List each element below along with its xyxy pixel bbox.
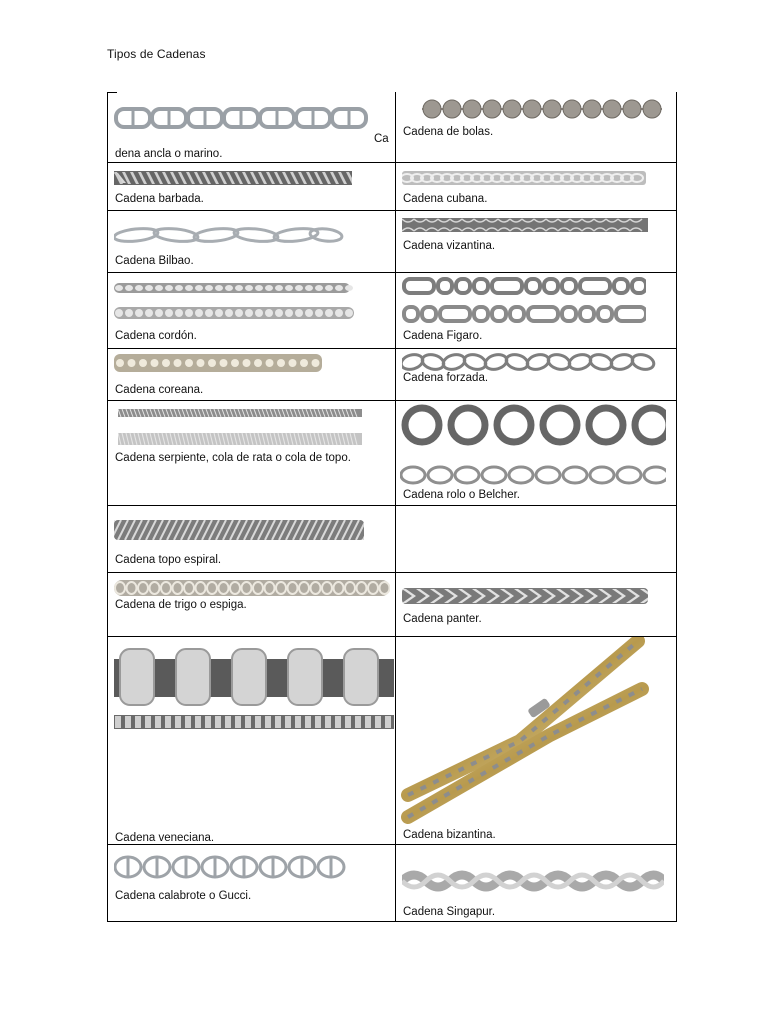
caption-ball: Cadena de bolas. [403,126,494,138]
caption-snake: Cadena serpiente, cola de rata o cola de topo. [115,452,351,464]
cuban-chain-image [402,169,646,187]
caption-forzada: Cadena forzada. [403,372,489,384]
cell-snake [108,401,395,505]
cell-wheat [108,573,395,636]
caption-anchor-a: Ca [374,133,389,145]
cell-rolo [396,401,676,505]
table-border-bottom [107,921,677,922]
cell-cuban [396,163,676,210]
caption-bilbao: Cadena Bilbao. [115,255,194,267]
panter-chain-image [402,585,648,607]
cell-empty [396,506,676,572]
chains-table [107,92,677,922]
caption-venetian: Cadena veneciana. [115,832,215,844]
cell-ball [396,93,676,162]
caption-wheat: Cadena de trigo o espiga. [115,599,247,611]
caption-anchor-b: dena ancla o marino. [115,148,223,160]
caption-byzantine-gold: Cadena bizantina. [403,829,496,841]
caption-curb: Cadena barbada. [115,193,204,205]
cell-byzantine-flat [396,211,676,272]
caption-byzantine-flat: Cadena vizantina. [403,240,496,252]
forzada-chain-image [402,351,656,373]
cell-byzantine-gold [396,637,676,844]
bilbao-chain-image [114,223,344,247]
snake-chain-image [118,407,362,455]
caption-singapore: Cadena Singapur. [403,906,496,918]
cell-gucci [108,845,395,921]
cell-forzada [396,349,676,400]
caption-panter: Cadena panter. [403,613,482,625]
anchor-chain-image [114,103,372,133]
cell-figaro [396,273,676,348]
cell-anchor [108,93,395,162]
korean-chain-image [114,353,322,373]
cell-curb [108,163,395,210]
singapore-chain-image [402,867,664,895]
cell-singapore [396,845,676,921]
ball-chain-image [422,96,662,122]
caption-rope: Cadena cordón. [115,330,197,342]
rope-chain-image [114,275,354,327]
cell-venetian [108,637,395,844]
byzantine-gold-chain-image [400,637,650,827]
caption-cuban: Cadena cubana. [403,193,488,205]
page-title: Tipos de Cadenas [107,47,206,61]
gucci-chain-image [114,853,346,881]
cell-spiral [108,506,395,572]
cell-bilbao [108,211,395,272]
caption-spiral: Cadena topo espiral. [115,554,222,566]
cell-panter [396,573,676,636]
cell-rope [108,273,395,348]
caption-gucci: Cadena calabrote o Gucci. [115,890,252,902]
venetian-chain-image [114,645,394,735]
byzantine-flat-chain-image [402,217,648,233]
table-border-right [676,92,677,922]
figaro-chain-image [402,275,646,327]
caption-rolo: Cadena rolo o Belcher. [403,489,520,501]
wheat-chain-image [114,577,390,599]
rolo-chain-image [400,403,666,489]
spiral-chain-image [114,520,364,540]
caption-figaro: Cadena Figaro. [403,330,483,342]
curb-chain-image [114,169,352,187]
caption-korean: Cadena coreana. [115,384,204,396]
cell-korean [108,349,395,400]
